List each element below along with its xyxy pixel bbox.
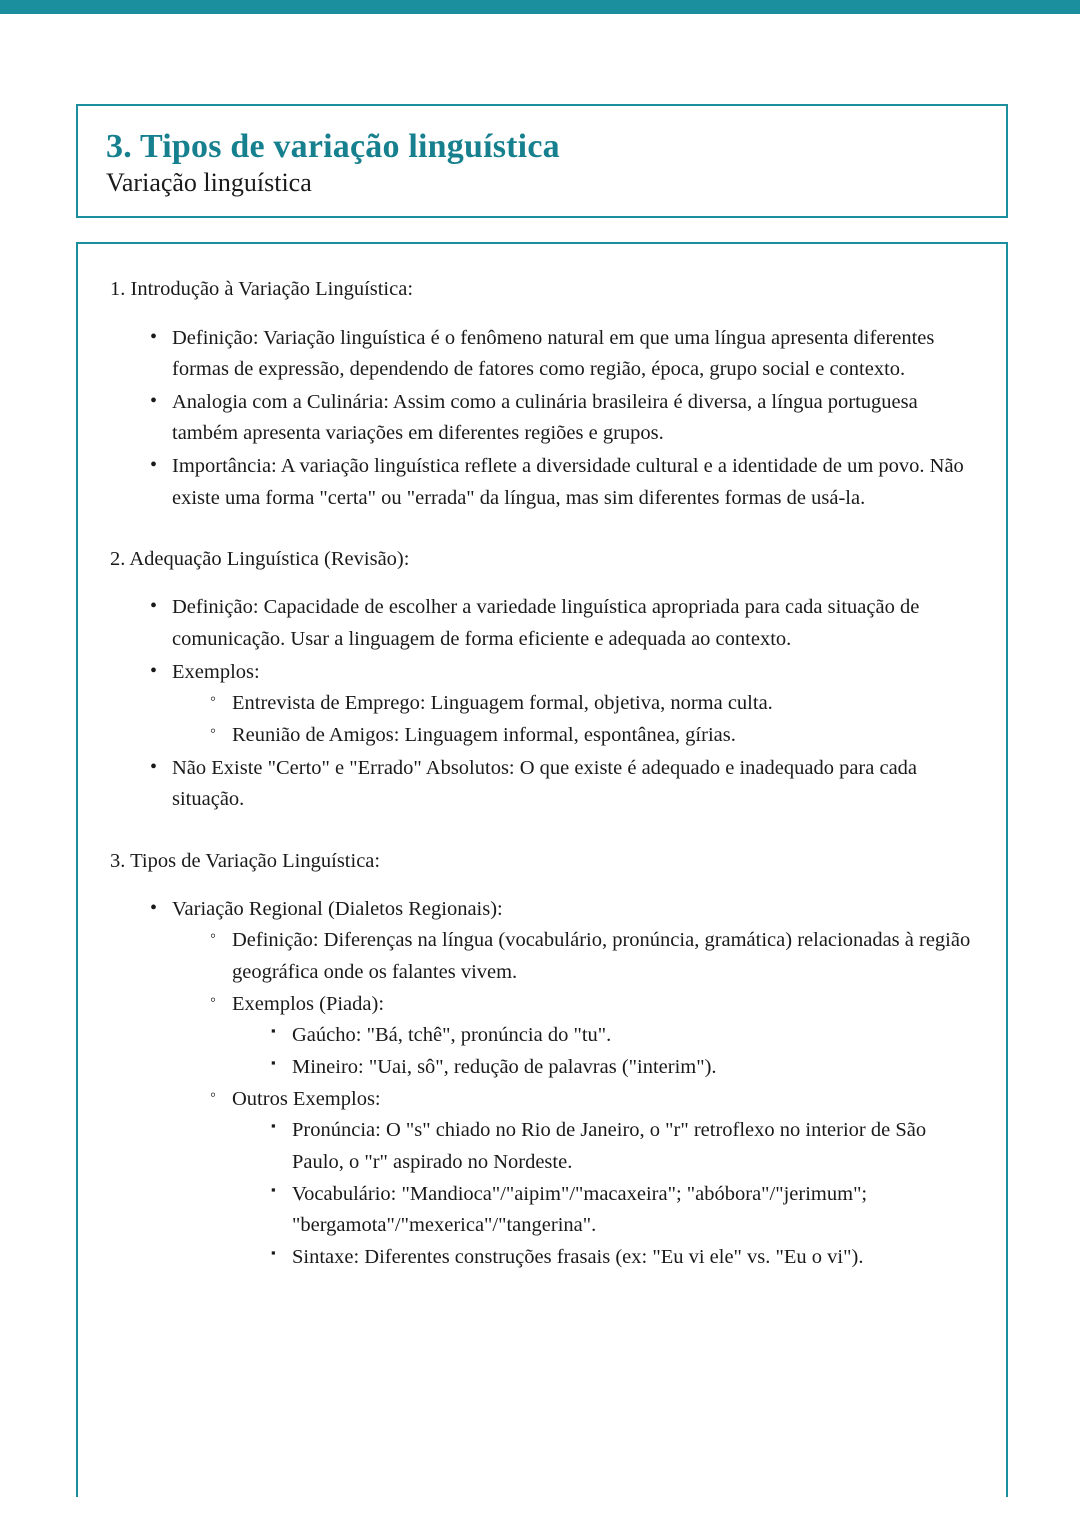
list-item-text: Definição: Variação linguística é o fenômeno natural em que uma língua apresenta diferentes formas de expressão, dependendo de fatores como região, época, grupo social e contexto. xyxy=(172,326,935,380)
list-item xyxy=(150,451,972,513)
list-item-text: Entrevista de Emprego: Linguagem formal, objetiva, norma culta. xyxy=(232,691,773,714)
section-heading-1: 1. Introdução à Variação Linguística: xyxy=(110,277,414,300)
content-card xyxy=(76,242,1008,1497)
title-card xyxy=(76,104,1008,218)
list-item xyxy=(270,1179,972,1241)
sub-list xyxy=(172,925,972,1273)
list-item xyxy=(210,688,972,719)
bullet-icon: • xyxy=(150,756,158,779)
sub-sub-list xyxy=(232,1115,972,1273)
bullet-square-icon: ▪ xyxy=(271,1055,276,1071)
list-item-text: Importância: A variação linguística reflete a diversidade cultural e a identidade de um povo. Não existe uma forma "certa" ou "errada" da língua, mas sim diferentes formas de usá-la. xyxy=(172,455,964,509)
bullet-square-icon: ▪ xyxy=(271,1181,276,1197)
bullet-icon: • xyxy=(150,454,158,477)
list-item xyxy=(210,720,972,751)
list-item xyxy=(210,925,972,987)
section-2-list xyxy=(110,592,972,815)
list-item-text: Reunião de Amigos: Linguagem informal, espontânea, gírias. xyxy=(232,724,736,747)
section-heading-2: 2. Adequação Linguística (Revisão): xyxy=(110,547,410,570)
list-item xyxy=(270,1242,972,1273)
list-item xyxy=(270,1020,972,1051)
bullet-square-icon: ▪ xyxy=(271,1118,276,1134)
page-title: 3. Tipos de variação linguística xyxy=(106,128,560,165)
page-subtitle: Variação linguística xyxy=(106,168,312,198)
list-item xyxy=(150,323,972,385)
list-item-text: Analogia com a Culinária: Assim como a culinária brasileira é diversa, a língua portuguesa também apresenta variações em diferentes regiões e grupos. xyxy=(172,391,918,445)
list-item-text: Definição: Capacidade de escolher a variedade linguística apropriada para cada situação de comunicação. Usar a linguagem de forma eficiente e adequada ao contexto. xyxy=(172,596,920,650)
list-item-text: Outros Exemplos: xyxy=(232,1088,381,1111)
list-item xyxy=(150,387,972,449)
list-item-text: Pronúncia: O "s" chiado no Rio de Janeiro, o "r" retroflexo no interior de São Paulo, o "r" aspirado no Nordeste. xyxy=(292,1119,927,1173)
list-item-text: Variação Regional (Dialetos Regionais): xyxy=(172,898,503,921)
list-item-text: Não Existe "Certo" e "Errado" Absolutos: O que existe é adequado e inadequado para cada situação. xyxy=(172,757,918,811)
list-item-text: Mineiro: "Uai, sô", redução de palavras ("interim"). xyxy=(292,1056,717,1079)
bullet-icon: • xyxy=(150,325,158,348)
bullet-icon: • xyxy=(150,595,158,618)
bullet-icon: • xyxy=(150,659,158,682)
bullet-circle-icon: ◦ xyxy=(210,1085,217,1105)
top-accent-bar xyxy=(0,0,1080,14)
bullet-square-icon: ▪ xyxy=(271,1022,276,1038)
bullet-circle-icon: ◦ xyxy=(210,688,217,708)
section-3-list xyxy=(110,894,972,1273)
list-item-text: Definição: Diferenças na língua (vocabulário, pronúncia, gramática) relacionadas à região geográfica onde os falantes vivem. xyxy=(232,929,971,983)
sub-list xyxy=(172,688,972,751)
section-1-list xyxy=(110,323,972,514)
list-item-text: Gaúcho: "Bá, tchê", pronúncia do "tu". xyxy=(292,1023,612,1046)
list-item xyxy=(150,753,972,815)
list-item-text: Vocabulário: "Mandioca"/"aipim"/"macaxeira"; "abóbora"/"jerimum"; "bergamota"/"mexerica"/"tangerina". xyxy=(292,1182,868,1236)
list-item xyxy=(270,1052,972,1083)
bullet-icon: • xyxy=(150,390,158,413)
list-item-text: Exemplos: xyxy=(172,660,260,683)
bullet-icon: • xyxy=(150,897,158,920)
bullet-circle-icon: ◦ xyxy=(210,989,217,1009)
list-item xyxy=(210,1084,972,1273)
list-item-text: Sintaxe: Diferentes construções frasais (ex: "Eu vi ele" vs. "Eu o vi"). xyxy=(292,1245,864,1268)
bullet-circle-icon: ◦ xyxy=(210,926,217,946)
bullet-square-icon: ▪ xyxy=(271,1244,276,1260)
sub-sub-list xyxy=(232,1020,972,1083)
list-item xyxy=(210,989,972,1083)
section-heading-3: 3. Tipos de Variação Linguística: xyxy=(110,849,381,872)
list-item xyxy=(150,894,972,1273)
list-item xyxy=(150,657,972,751)
list-item xyxy=(270,1115,972,1177)
list-item-text: Exemplos (Piada): xyxy=(232,992,385,1015)
document-page xyxy=(0,14,1080,1497)
bullet-circle-icon: ◦ xyxy=(210,721,217,741)
list-item xyxy=(150,592,972,654)
